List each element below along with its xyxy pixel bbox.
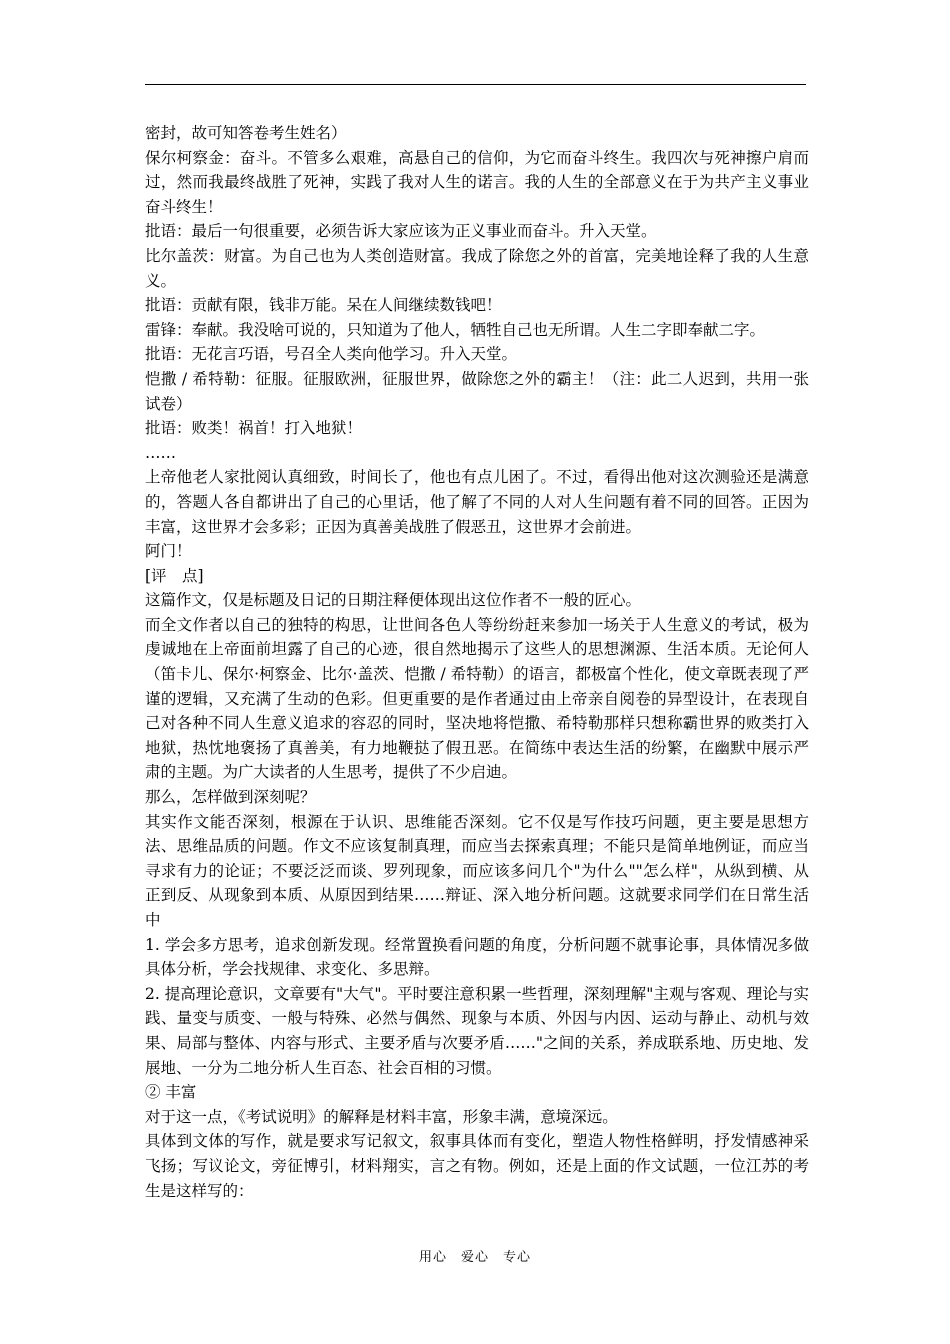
document-body <box>145 121 809 1203</box>
paragraph: 批语：无花言巧语，号召全人类向他学习。升入天堂。 <box>145 345 518 364</box>
ellipsis-line: …… <box>145 443 176 462</box>
section-label: [评 点] <box>145 566 204 585</box>
page-footer: 用心 爱心 专心 <box>418 1250 531 1265</box>
list-item: 1. 学会多方思考，追求创新发现。经常置换看问题的角度，分析问题不就事论事，具体情况多做具体分析，学会找规律、求变化、多思辩。 <box>145 935 809 979</box>
paragraph: 而全文作者以自己的独特的构思，让世间各色人等纷纷赶来参加一场关于人生意义的考试，极为虔诚地在上帝面前坦露了自己的心迹，很自然地揭示了这些人的思想渊源、生活本质。无论何人（笛卡儿、保尔·柯察金、比尔·盖茨、恺撒 / 希特勒）的语言，都极富个性化，使文章既表现了严谨的逻辑，又充满了生动的色彩。但更重要的是作者通过由上帝亲自阅卷的异型设计，在表现自己对各种不同人生意义追求的容忍的同时，坚决地将恺撒、希特勒那样只想称霸世界的败类打入地狱，热忱地褒扬了真善美，有力地鞭挞了假丑恶。在简练中表达生活的纷繁，在幽默中展示严肃的主题。为广大读者的人生思考，提供了不少启迪。 <box>145 615 809 782</box>
paragraph: 保尔柯察金：奋斗。不管多么艰难，高悬自己的信仰，为它而奋斗终生。我四次与死神擦户肩而过，然而我最终战胜了死神，实践了我对人生的诺言。我的人生的全部意义在于为共产主义事业奋斗终生！ <box>145 148 809 216</box>
paragraph: 具体到文体的写作，就是要求写记叙文，叙事具体而有变化，塑造人物性格鲜明，抒发情感神采飞扬；写议论文，旁征博引，材料翔实，言之有物。例如，还是上面的作文试题，一位江苏的考生是这样写的： <box>145 1132 809 1200</box>
paragraph: 雷锋：奉献。我没啥可说的，只知道为了他人，牺牲自己也无所谓。人生二字即奉献二字。 <box>145 320 766 339</box>
paragraph: 其实作文能否深刻，根源在于认识、思维能否深刻。它不仅是写作技巧问题，更主要是思想方法、思维品质的问题。作文不应该复制真理，而应当去探索真理；不能只是简单地例证，而应当寻求有力的论证；不要泛泛而谈、罗列现象，而应该多问几个"为什么""怎么样"，从纵到横、从正到反、从现象到本质、从原因到结果……辩证、深入地分析问题。这就要求同学们在日常生活中 <box>145 812 809 929</box>
paragraph: 那么，怎样做到深刻呢？ <box>145 788 316 807</box>
header-rule <box>145 84 806 85</box>
paragraph: 阿门！ <box>145 542 192 561</box>
paragraph: 这篇作文，仅是标题及日记的日期注释便体现出这位作者不一般的匠心。 <box>145 591 642 610</box>
paragraph: 密封，故可知答卷考生姓名） <box>145 124 347 142</box>
paragraph: 比尔盖茨：财富。为自己也为人类创造财富。我成了除您之外的首富，完美地诠释了我的人生意义。 <box>145 246 809 290</box>
paragraph: 恺撒 / 希特勒：征服。征服欧洲，征服世界，做除您之外的霸主！（注：此二人迟到，共用一张试卷） <box>145 369 809 413</box>
paragraph: 批语：贡献有限，钱非万能。呆在人间继续数钱吧！ <box>145 296 502 315</box>
paragraph: 对于这一点，《考试说明》的解释是材料丰富，形象丰满，意境深远。 <box>145 1107 618 1126</box>
list-item: 2. 提高理论意识，文章要有"大气"。平时要注意积累一些哲理，深刻理解"主观与客观、理论与实践、量变与质变、一般与特殊、必然与偶然、现象与本质、外因与内因、运动与静止、动机与效果、局部与整体、内容与形式、主要矛盾与次要矛盾……"之间的关系，养成联系地、历史地、发展地、一分为二地分析人生百态、社会百相的习惯。 <box>145 984 809 1077</box>
paragraph: 上帝他老人家批阅认真细致，时间长了，他也有点儿困了。不过，看得出他对这次测验还是满意的，答题人各自都讲出了自己的心里话，他了解了不同的人对人生问题有着不同的回答。正因为丰富，这世界才会多彩；正因为真善美战胜了假恶丑，这世界才会前进。 <box>145 468 809 536</box>
section-label: ② 丰富 <box>145 1083 197 1102</box>
paragraph: 批语：最后一句很重要，必须告诉大家应该为正义事业而奋斗。升入天堂。 <box>145 222 657 241</box>
paragraph: 批语：败类！祸首！打入地狱！ <box>145 419 363 438</box>
